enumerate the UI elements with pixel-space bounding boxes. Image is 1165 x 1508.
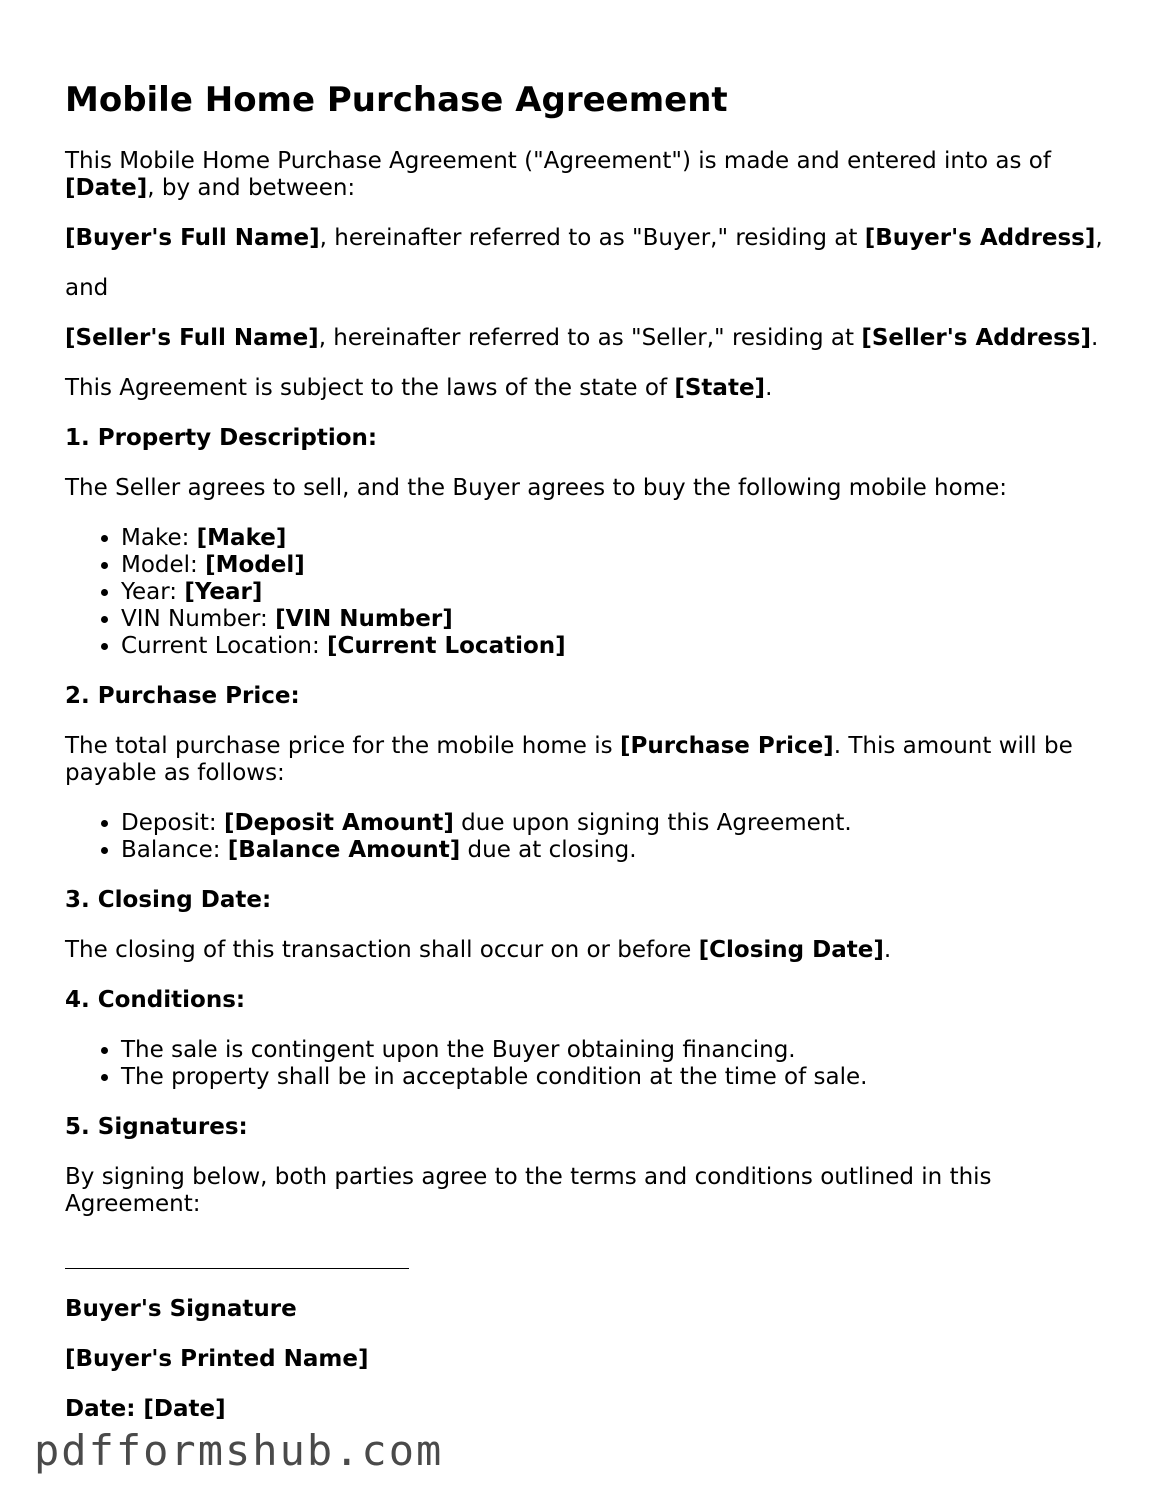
- seller-text-1: , hereinafter referred to as "Seller," residing at: [318, 325, 862, 351]
- section-2-heading: 2. Purchase Price:: [65, 683, 300, 709]
- buyer-address-placeholder: [Buyer's Address]: [864, 225, 1096, 251]
- list-item: [121, 810, 1110, 837]
- section-1-heading: 1. Property Description:: [65, 425, 378, 451]
- intro-paragraph: [65, 148, 1110, 202]
- item-suffix: due at closing.: [460, 837, 637, 863]
- buyer-text-2: ,: [1095, 225, 1103, 251]
- price-text-1: The total purchase price for the mobile home is: [65, 733, 620, 759]
- section-5-heading: 5. Signatures:: [65, 1114, 248, 1140]
- intro-date-placeholder: [Date]: [65, 175, 148, 201]
- item-value: [Make]: [196, 525, 287, 551]
- section-5-text: By signing below, both parties agree to the terms and conditions outlined in this Agreement:: [65, 1164, 992, 1217]
- buyer-paragraph: [65, 225, 1110, 252]
- state-placeholder: [State]: [674, 375, 766, 401]
- item-suffix: due upon signing this Agreement.: [453, 810, 852, 836]
- item-label: Deposit:: [121, 810, 224, 836]
- buyer-text-1: , hereinafter referred to as "Buyer," residing at: [319, 225, 865, 251]
- list-item: [121, 633, 1110, 660]
- item-value: [Year]: [184, 579, 263, 605]
- item-value: [Deposit Amount]: [223, 810, 454, 836]
- intro-text-1: This Mobile Home Purchase Agreement ("Agreement") is made and entered into as of: [65, 148, 1051, 174]
- section-2-text: [65, 733, 1110, 787]
- item-value: [Balance Amount]: [227, 837, 461, 863]
- seller-name-placeholder: [Seller's Full Name]: [65, 325, 319, 351]
- buyer-signature-label: Buyer's Signature: [65, 1296, 297, 1322]
- intro-text-2: , by and between:: [147, 175, 356, 201]
- item-label: VIN Number:: [121, 606, 276, 632]
- closing-date-placeholder: [Closing Date]: [698, 937, 884, 963]
- list-item: • The sale is contingent upon the Buyer obtaining financing.: [121, 1037, 1110, 1064]
- and-paragraph: and: [65, 275, 109, 301]
- document-title: Mobile Home Purchase Agreement: [65, 80, 728, 120]
- seller-paragraph: [65, 325, 1110, 352]
- price-placeholder: [Purchase Price]: [619, 733, 834, 759]
- item-label: Model:: [121, 552, 206, 578]
- item-value: [VIN Number]: [275, 606, 453, 632]
- item-value: [Model]: [205, 552, 305, 578]
- item-label: Year:: [121, 579, 185, 605]
- item-label: Current Location:: [121, 633, 328, 659]
- signature-date: Date: [Date]: [65, 1396, 226, 1422]
- list-item: • The property shall be in acceptable condition at the time of sale.: [121, 1064, 1110, 1091]
- state-paragraph: [65, 375, 1110, 402]
- price-text-2: . This amount will be payable as follows:: [65, 733, 1073, 786]
- item-label: Balance:: [121, 837, 228, 863]
- section-4-heading: 4. Conditions:: [65, 987, 246, 1013]
- seller-address-placeholder: [Seller's Address]: [861, 325, 1092, 351]
- list-item: [121, 552, 1110, 579]
- item-value: [Current Location]: [327, 633, 566, 659]
- list-item: [121, 606, 1110, 633]
- seller-text-2: .: [1091, 325, 1099, 351]
- watermark-text: pdfformshub.com: [34, 1426, 444, 1475]
- state-text-2: .: [765, 375, 773, 401]
- payment-list: [65, 810, 1110, 864]
- closing-text-2: .: [883, 937, 892, 963]
- buyer-printed-name: [Buyer's Printed Name]: [65, 1346, 369, 1372]
- list-item: [121, 579, 1110, 606]
- conditions-list: [65, 1037, 1110, 1091]
- document-page: [65, 78, 1110, 1446]
- section-1-text: The Seller agrees to sell, and the Buyer agrees to buy the following mobile home:: [65, 475, 1008, 501]
- closing-text-1: The closing of this transaction shall occur on or before: [65, 937, 699, 963]
- buyer-name-placeholder: [Buyer's Full Name]: [65, 225, 320, 251]
- state-text-1: This Agreement is subject to the laws of the state of: [65, 375, 675, 401]
- list-item: [121, 525, 1110, 552]
- item-label: Make:: [121, 525, 197, 551]
- section-3-text: [65, 937, 1110, 964]
- signature-line[interactable]: [65, 1268, 409, 1269]
- list-item: [121, 837, 1110, 864]
- section-3-heading: 3. Closing Date:: [65, 887, 272, 913]
- property-list: [65, 525, 1110, 660]
